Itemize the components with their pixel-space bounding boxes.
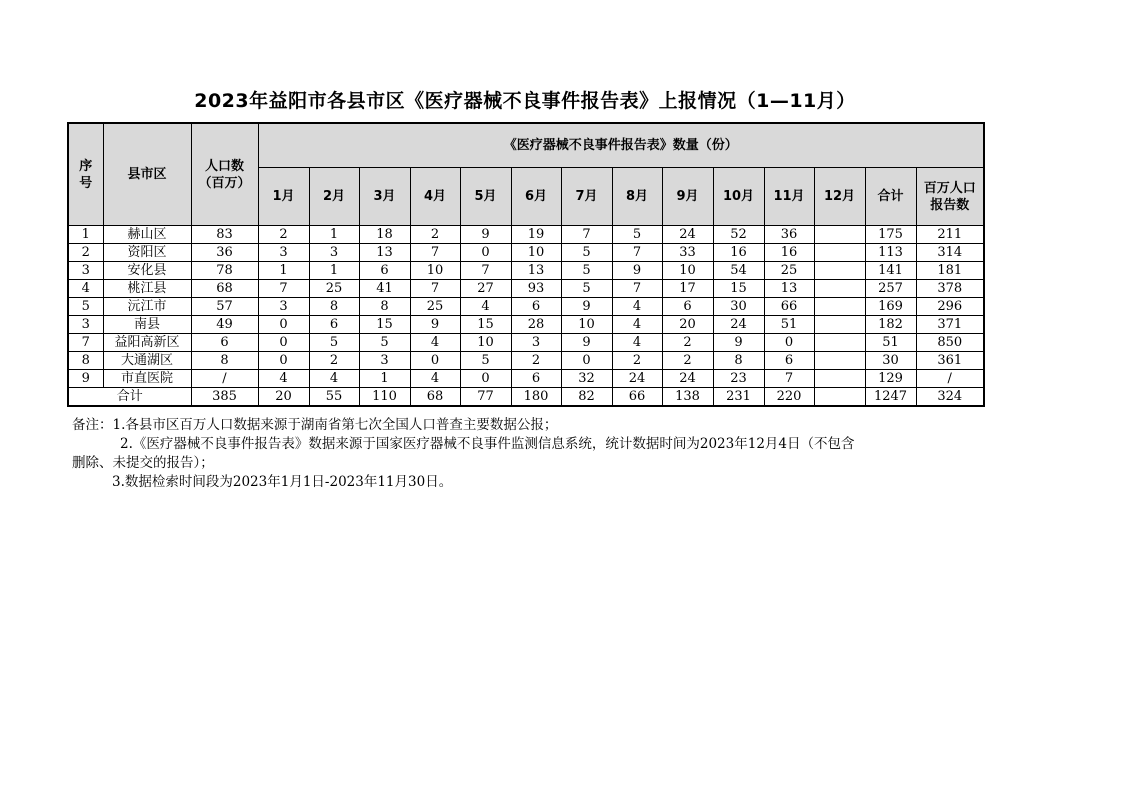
- row-per-million: /: [916, 370, 984, 388]
- row-total: 175: [865, 226, 916, 244]
- row-month-cell: 4: [309, 370, 359, 388]
- header-month: 4月: [410, 168, 460, 226]
- header-per-million: 百万人口报告数: [916, 168, 984, 226]
- row-region: 益阳高新区: [103, 334, 191, 352]
- row-month-cell: [814, 244, 865, 262]
- row-month-cell: 6: [662, 298, 713, 316]
- row-month-cell: 3: [359, 352, 410, 370]
- row-month-cell: 2: [410, 226, 460, 244]
- row-month-cell: 13: [764, 280, 814, 298]
- total-row: [68, 388, 984, 407]
- row-month-cell: 16: [764, 244, 814, 262]
- row-month-cell: [814, 352, 865, 370]
- row-total: 182: [865, 316, 916, 334]
- total-month-cell: 66: [612, 388, 662, 407]
- row-per-million: 361: [916, 352, 984, 370]
- row-month-cell: 4: [258, 370, 309, 388]
- row-month-cell: 10: [561, 316, 612, 334]
- row-month-cell: 27: [460, 280, 511, 298]
- row-month-cell: 5: [460, 352, 511, 370]
- row-total: 129: [865, 370, 916, 388]
- row-month-cell: 3: [511, 334, 561, 352]
- note-line: 3.数据检索时间段为2023年1月1日-2023年11月30日。: [112, 474, 453, 490]
- table-row: [68, 226, 984, 244]
- notes: [72, 416, 992, 492]
- total-month-cell: 68: [410, 388, 460, 407]
- row-region: 南县: [103, 316, 191, 334]
- header-month: 8月: [612, 168, 662, 226]
- row-seq: 8: [68, 352, 103, 370]
- row-total: 257: [865, 280, 916, 298]
- header-month: 11月: [764, 168, 814, 226]
- row-month-cell: 8: [713, 352, 764, 370]
- row-month-cell: 7: [764, 370, 814, 388]
- total-month-cell: 77: [460, 388, 511, 407]
- row-month-cell: 7: [460, 262, 511, 280]
- header-month: 12月: [814, 168, 865, 226]
- row-month-cell: 1: [258, 262, 309, 280]
- row-month-cell: 4: [612, 298, 662, 316]
- row-month-cell: 15: [713, 280, 764, 298]
- total-month-cell: 82: [561, 388, 612, 407]
- row-month-cell: 6: [359, 262, 410, 280]
- row-month-cell: 28: [511, 316, 561, 334]
- row-total: 141: [865, 262, 916, 280]
- table-row: [68, 370, 984, 388]
- row-month-cell: 7: [410, 244, 460, 262]
- row-month-cell: 4: [410, 334, 460, 352]
- row-month-cell: 25: [764, 262, 814, 280]
- row-month-cell: 0: [764, 334, 814, 352]
- header-seq: 序号: [68, 123, 103, 226]
- row-month-cell: 7: [410, 280, 460, 298]
- row-month-cell: 5: [561, 244, 612, 262]
- row-region: 资阳区: [103, 244, 191, 262]
- row-month-cell: 4: [460, 298, 511, 316]
- row-month-cell: 54: [713, 262, 764, 280]
- row-region: 大通湖区: [103, 352, 191, 370]
- row-per-million: 211: [916, 226, 984, 244]
- table-row: [68, 334, 984, 352]
- header-region: 县市区: [103, 123, 191, 226]
- row-population: 8: [191, 352, 258, 370]
- row-month-cell: 6: [309, 316, 359, 334]
- row-month-cell: 1: [309, 262, 359, 280]
- header-month: 6月: [511, 168, 561, 226]
- row-month-cell: [814, 262, 865, 280]
- row-month-cell: 2: [511, 352, 561, 370]
- row-month-cell: 13: [359, 244, 410, 262]
- row-per-million: 850: [916, 334, 984, 352]
- row-month-cell: 66: [764, 298, 814, 316]
- header-month: 7月: [561, 168, 612, 226]
- row-month-cell: 30: [713, 298, 764, 316]
- row-month-cell: 1: [309, 226, 359, 244]
- total-month-cell: [814, 388, 865, 407]
- row-month-cell: 5: [561, 262, 612, 280]
- total-month-cell: 110: [359, 388, 410, 407]
- row-month-cell: 0: [258, 352, 309, 370]
- row-month-cell: 2: [612, 352, 662, 370]
- row-per-million: 378: [916, 280, 984, 298]
- row-region: 赫山区: [103, 226, 191, 244]
- row-month-cell: 7: [612, 280, 662, 298]
- row-month-cell: 7: [612, 244, 662, 262]
- row-month-cell: [814, 334, 865, 352]
- row-month-cell: 52: [713, 226, 764, 244]
- row-total: 51: [865, 334, 916, 352]
- header-month: 9月: [662, 168, 713, 226]
- row-total: 113: [865, 244, 916, 262]
- total-population: 385: [191, 388, 258, 407]
- row-month-cell: 6: [764, 352, 814, 370]
- row-month-cell: 9: [713, 334, 764, 352]
- row-seq: 3: [68, 316, 103, 334]
- row-month-cell: 8: [309, 298, 359, 316]
- total-per-million: 324: [916, 388, 984, 407]
- row-month-cell: 4: [612, 334, 662, 352]
- row-month-cell: 5: [561, 280, 612, 298]
- header-month: 10月: [713, 168, 764, 226]
- row-region: 市直医院: [103, 370, 191, 388]
- row-month-cell: 4: [612, 316, 662, 334]
- row-month-cell: 2: [258, 226, 309, 244]
- row-month-cell: 9: [612, 262, 662, 280]
- row-region: 桃江县: [103, 280, 191, 298]
- row-population: 83: [191, 226, 258, 244]
- row-month-cell: 7: [258, 280, 309, 298]
- row-population: 78: [191, 262, 258, 280]
- row-seq: 9: [68, 370, 103, 388]
- row-seq: 5: [68, 298, 103, 316]
- row-month-cell: 10: [460, 334, 511, 352]
- note-line: 2.《医疗器械不良事件报告表》数据来源于国家医疗器械不良事件监测信息系统，统计数据时间为2023年12月4日（不包含: [120, 436, 855, 452]
- row-month-cell: 16: [713, 244, 764, 262]
- row-month-cell: 2: [309, 352, 359, 370]
- row-month-cell: 5: [309, 334, 359, 352]
- row-month-cell: 51: [764, 316, 814, 334]
- total-month-cell: 180: [511, 388, 561, 407]
- grand-total: 1247: [865, 388, 916, 407]
- row-month-cell: [814, 316, 865, 334]
- row-month-cell: 10: [511, 244, 561, 262]
- row-total: 30: [865, 352, 916, 370]
- row-region: 沅江市: [103, 298, 191, 316]
- row-month-cell: 0: [460, 370, 511, 388]
- row-population: 36: [191, 244, 258, 262]
- row-total: 169: [865, 298, 916, 316]
- header-month: 5月: [460, 168, 511, 226]
- header-population: 人口数（百万）: [191, 123, 258, 226]
- row-month-cell: 2: [662, 334, 713, 352]
- note-line: 删除、未提交的报告）；: [72, 455, 214, 471]
- row-month-cell: 9: [460, 226, 511, 244]
- header-total: 合计: [865, 168, 916, 226]
- total-month-cell: 55: [309, 388, 359, 407]
- row-month-cell: 3: [258, 298, 309, 316]
- row-month-cell: 18: [359, 226, 410, 244]
- row-month-cell: 9: [410, 316, 460, 334]
- row-month-cell: 93: [511, 280, 561, 298]
- row-month-cell: 9: [561, 334, 612, 352]
- row-month-cell: 9: [561, 298, 612, 316]
- row-per-million: 181: [916, 262, 984, 280]
- row-population: 68: [191, 280, 258, 298]
- row-month-cell: 0: [460, 244, 511, 262]
- row-month-cell: 20: [662, 316, 713, 334]
- row-month-cell: [814, 298, 865, 316]
- row-region: 安化县: [103, 262, 191, 280]
- row-month-cell: 4: [410, 370, 460, 388]
- row-population: 6: [191, 334, 258, 352]
- row-month-cell: 24: [612, 370, 662, 388]
- row-per-million: 371: [916, 316, 984, 334]
- row-month-cell: 15: [460, 316, 511, 334]
- row-month-cell: 15: [359, 316, 410, 334]
- row-month-cell: 25: [309, 280, 359, 298]
- row-month-cell: [814, 370, 865, 388]
- table-row: [68, 352, 984, 370]
- table-row: [68, 316, 984, 334]
- row-per-million: 296: [916, 298, 984, 316]
- row-month-cell: 0: [258, 334, 309, 352]
- row-seq: 3: [68, 262, 103, 280]
- row-month-cell: 32: [561, 370, 612, 388]
- row-seq: 7: [68, 334, 103, 352]
- row-month-cell: 3: [309, 244, 359, 262]
- row-month-cell: [814, 280, 865, 298]
- row-population: 57: [191, 298, 258, 316]
- row-month-cell: 7: [561, 226, 612, 244]
- row-month-cell: 10: [662, 262, 713, 280]
- total-month-cell: 138: [662, 388, 713, 407]
- row-month-cell: 8: [359, 298, 410, 316]
- row-seq: 2: [68, 244, 103, 262]
- table-row: [68, 280, 984, 298]
- table-row: [68, 244, 984, 262]
- row-month-cell: 33: [662, 244, 713, 262]
- row-population: /: [191, 370, 258, 388]
- row-month-cell: 10: [410, 262, 460, 280]
- row-month-cell: [814, 226, 865, 244]
- row-month-cell: 1: [359, 370, 410, 388]
- table-row: [68, 262, 984, 280]
- total-month-cell: 20: [258, 388, 309, 407]
- row-population: 49: [191, 316, 258, 334]
- header-report-count-group: 《医疗器械不良事件报告表》数量（份）: [258, 123, 984, 168]
- row-month-cell: 6: [511, 298, 561, 316]
- header-month: 1月: [258, 168, 309, 226]
- row-month-cell: 23: [713, 370, 764, 388]
- total-month-cell: 231: [713, 388, 764, 407]
- row-month-cell: 13: [511, 262, 561, 280]
- row-month-cell: 25: [410, 298, 460, 316]
- total-month-cell: 220: [764, 388, 814, 407]
- row-month-cell: 3: [258, 244, 309, 262]
- row-month-cell: 19: [511, 226, 561, 244]
- row-seq: 1: [68, 226, 103, 244]
- page-title: 2023年益阳市各县市区《医疗器械不良事件报告表》上报情况（1—11月）: [194, 90, 856, 112]
- row-month-cell: 6: [511, 370, 561, 388]
- row-month-cell: 5: [612, 226, 662, 244]
- row-month-cell: 24: [662, 370, 713, 388]
- row-month-cell: 0: [410, 352, 460, 370]
- header-month: 2月: [309, 168, 359, 226]
- table-row: [68, 298, 984, 316]
- row-month-cell: 17: [662, 280, 713, 298]
- row-month-cell: 5: [359, 334, 410, 352]
- row-month-cell: 24: [713, 316, 764, 334]
- row-month-cell: 0: [258, 316, 309, 334]
- row-month-cell: 24: [662, 226, 713, 244]
- total-label: 合计: [68, 388, 191, 407]
- row-month-cell: 41: [359, 280, 410, 298]
- note-line: 备注：1.各县市区百万人口数据来源于湖南省第七次全国人口普查主要数据公报；: [72, 417, 558, 433]
- row-seq: 4: [68, 280, 103, 298]
- row-month-cell: 2: [662, 352, 713, 370]
- row-per-million: 314: [916, 244, 984, 262]
- row-month-cell: 0: [561, 352, 612, 370]
- row-month-cell: 36: [764, 226, 814, 244]
- header-month: 3月: [359, 168, 410, 226]
- report-table: [67, 122, 985, 407]
